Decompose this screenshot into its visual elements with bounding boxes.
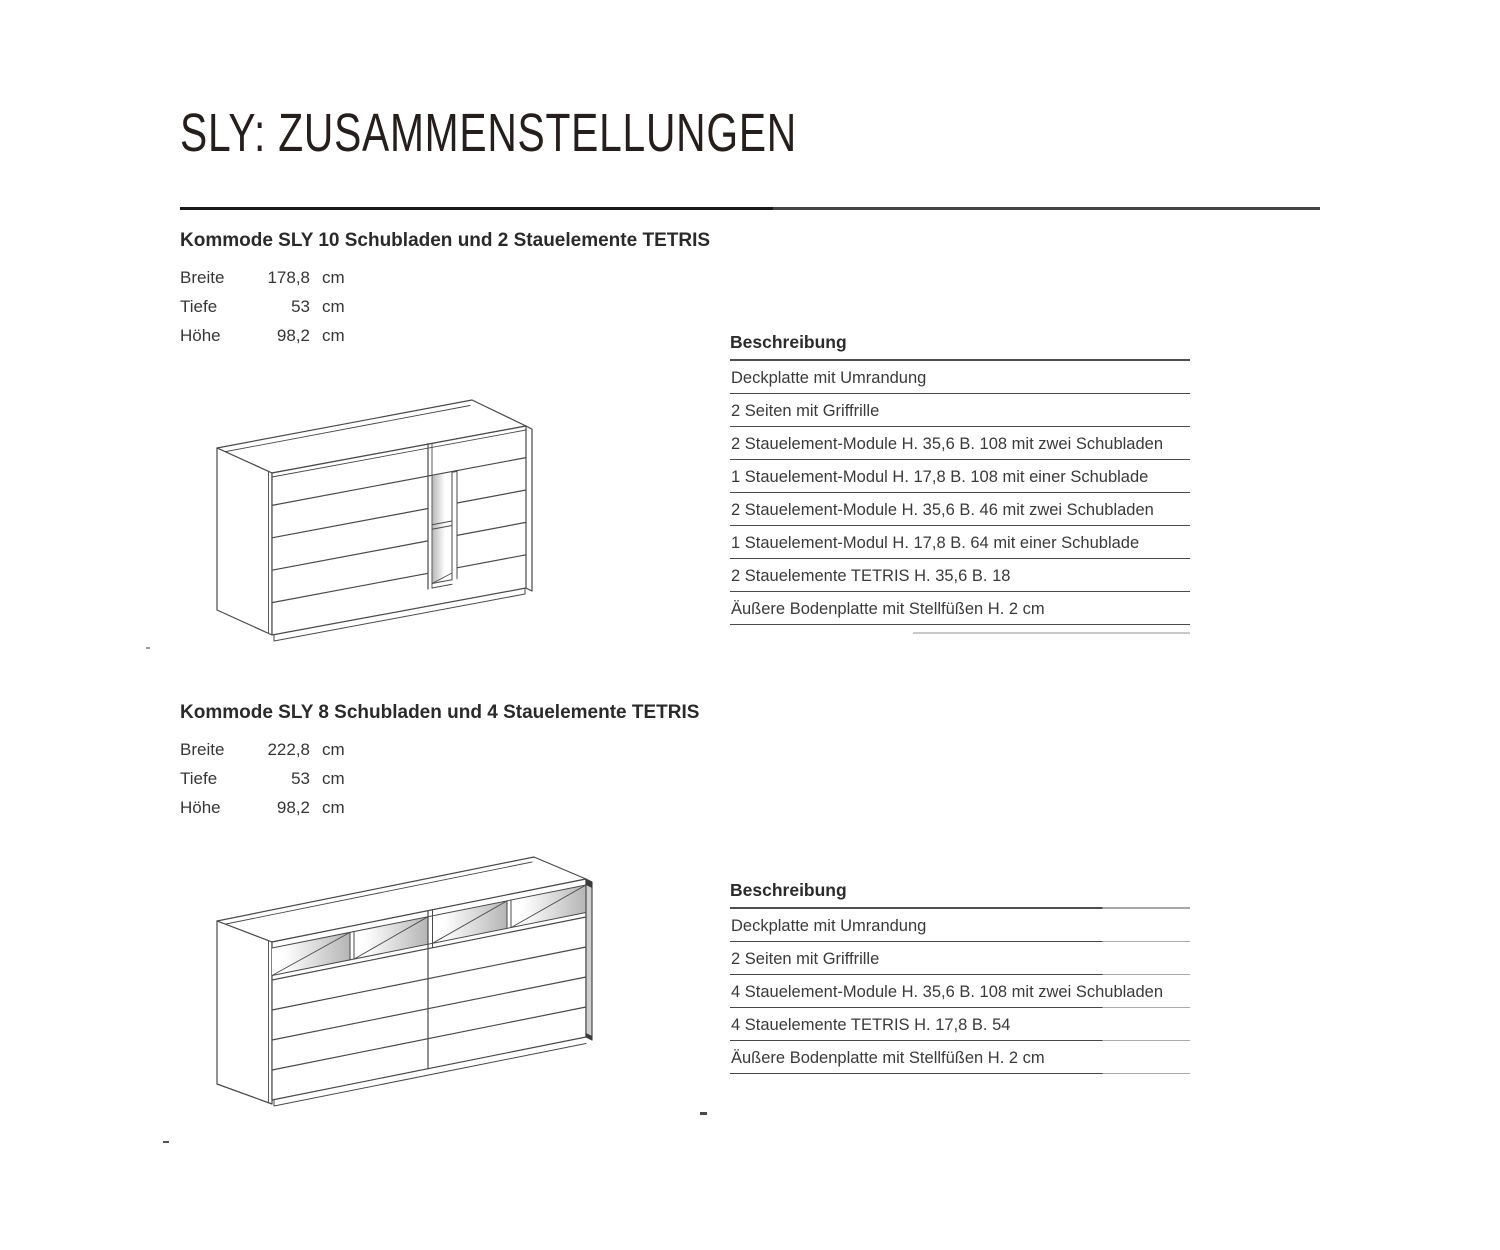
dim-label: Höhe bbox=[180, 798, 221, 817]
dim-unit: cm bbox=[322, 297, 345, 316]
table-cell: Deckplatte mit Umrandung bbox=[731, 917, 927, 935]
table-cell: 4 Stauelemente TETRIS H. 17,8 B. 54 bbox=[731, 1016, 1011, 1034]
table-row bbox=[730, 361, 1190, 394]
dimension-row-tiefe bbox=[180, 297, 400, 326]
table-row bbox=[730, 1041, 1190, 1074]
table-cell: 1 Stauelement-Modul H. 17,8 B. 64 mit einer Schublade bbox=[731, 534, 1140, 552]
table-cell: Äußere Bodenplatte mit Stellfüßen H. 2 cm bbox=[731, 600, 1045, 618]
dimension-row-hoehe bbox=[180, 326, 400, 355]
dim-value: 98,2 bbox=[276, 326, 310, 345]
dim-unit: cm bbox=[322, 798, 345, 817]
title-rule bbox=[180, 207, 1320, 210]
print-artifact-dash bbox=[700, 1112, 707, 1115]
dim-value: 53 bbox=[291, 769, 310, 788]
table-row bbox=[730, 559, 1190, 592]
table-cell: 2 Seiten mit Griffrille bbox=[731, 950, 880, 968]
table-row bbox=[730, 394, 1190, 427]
dim-unit: cm bbox=[322, 268, 345, 287]
table-row bbox=[730, 942, 1190, 975]
print-artifact-dash bbox=[163, 1141, 169, 1143]
table-1-ghost-line bbox=[913, 632, 1190, 634]
print-artifact-dash bbox=[146, 647, 150, 649]
dresser-drawing-sly-8 bbox=[210, 850, 605, 1115]
table-cell: 1 Stauelement-Modul H. 17,8 B. 108 mit einer Schublade bbox=[731, 468, 1149, 486]
section-1-description-table bbox=[730, 332, 1190, 625]
dimension-row-tiefe bbox=[180, 769, 400, 798]
section-2-heading: Kommode SLY 8 Schubladen und 4 Stauelemente TETRIS bbox=[180, 702, 700, 723]
table-row bbox=[730, 526, 1190, 559]
dim-unit: cm bbox=[322, 326, 345, 345]
table-row bbox=[730, 427, 1190, 460]
dim-value: 222,8 bbox=[267, 740, 310, 759]
section-2-dimensions bbox=[180, 740, 400, 827]
dimension-row-breite bbox=[180, 268, 400, 297]
section-1-dimensions bbox=[180, 268, 400, 355]
table-cell: Deckplatte mit Umrandung bbox=[731, 369, 927, 387]
table-cell: 2 Stauelement-Module H. 35,6 B. 108 mit zwei Schubladen bbox=[731, 435, 1163, 453]
dim-label: Breite bbox=[180, 268, 225, 287]
table-cell: Äußere Bodenplatte mit Stellfüßen H. 2 cm bbox=[731, 1049, 1045, 1067]
dim-unit: cm bbox=[322, 740, 345, 759]
dim-value: 53 bbox=[291, 297, 310, 316]
dimension-row-breite bbox=[180, 740, 400, 769]
dim-value: 178,8 bbox=[267, 268, 310, 287]
dim-label: Tiefe bbox=[180, 297, 218, 316]
table-header: Beschreibung bbox=[730, 332, 847, 352]
dresser-drawing-sly-10 bbox=[210, 392, 545, 642]
dim-value: 98,2 bbox=[276, 798, 310, 817]
dimension-row-hoehe bbox=[180, 798, 400, 827]
dim-label: Höhe bbox=[180, 326, 221, 345]
table-row bbox=[730, 493, 1190, 526]
table-row bbox=[730, 909, 1190, 942]
table-row bbox=[730, 1008, 1190, 1041]
page-title: SLY: ZUSAMMENSTELLUNGEN bbox=[180, 103, 797, 163]
section-1-heading: Kommode SLY 10 Schubladen und 2 Stauelemente TETRIS bbox=[180, 230, 711, 251]
table-cell: 2 Stauelemente TETRIS H. 35,6 B. 18 bbox=[731, 567, 1011, 585]
dim-unit: cm bbox=[322, 769, 345, 788]
table-cell: 4 Stauelement-Module H. 35,6 B. 108 mit zwei Schubladen bbox=[731, 983, 1163, 1001]
table-header: Beschreibung bbox=[730, 880, 847, 900]
dim-label: Tiefe bbox=[180, 769, 218, 788]
table-row bbox=[730, 592, 1190, 625]
table-row bbox=[730, 975, 1190, 1008]
table-cell: 2 Seiten mit Griffrille bbox=[731, 402, 880, 420]
section-2-description-table bbox=[730, 880, 1190, 1074]
table-row bbox=[730, 460, 1190, 493]
table-cell: 2 Stauelement-Module H. 35,6 B. 46 mit zwei Schubladen bbox=[731, 501, 1154, 519]
dim-label: Breite bbox=[180, 740, 225, 759]
